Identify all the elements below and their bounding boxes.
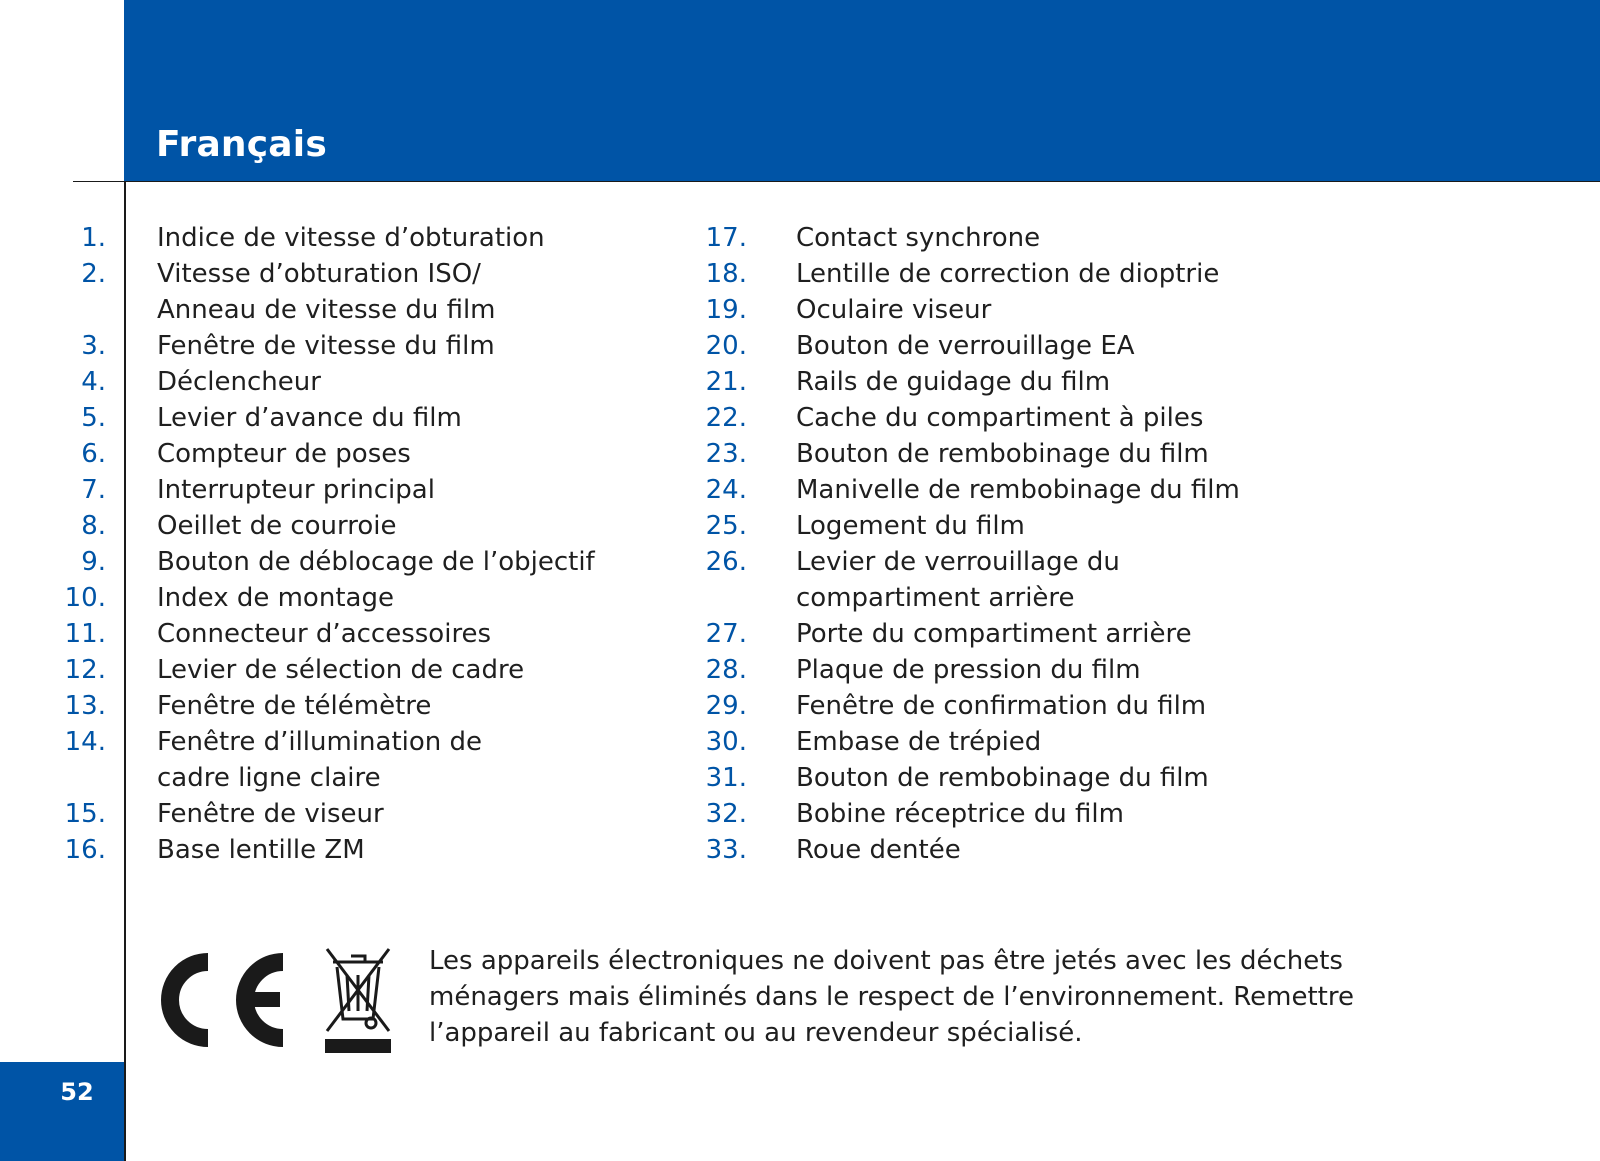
item-label-line: Connecteur d’accessoires	[157, 619, 492, 649]
item-label	[157, 328, 637, 364]
item-label	[796, 328, 1356, 364]
item-number: 10.	[64, 583, 106, 613]
item-label	[157, 688, 637, 724]
item-number: 14.	[64, 727, 106, 757]
item-label-line: Cache du compartiment à piles	[796, 403, 1204, 433]
item-label	[157, 580, 637, 616]
item-label	[796, 292, 1356, 328]
item-label	[796, 256, 1356, 292]
item-label	[157, 652, 637, 688]
item-label-line: compartiment arrière	[796, 583, 1075, 613]
item-label-line: Roue dentée	[796, 835, 961, 865]
item-label	[796, 544, 1356, 616]
item-number: 15.	[64, 799, 106, 829]
item-number: 23.	[705, 439, 747, 469]
item-number: 17.	[705, 223, 747, 253]
item-label-line: Levier de sélection de cadre	[157, 655, 525, 685]
disposal-note-line: l’appareil au fabricant ou au revendeur spécialisé.	[429, 1018, 1083, 1048]
item-label-line: Bouton de verrouillage EA	[796, 331, 1135, 361]
item-label	[796, 796, 1356, 832]
item-label	[157, 724, 637, 796]
item-label	[157, 256, 637, 328]
item-label	[796, 760, 1356, 796]
item-number: 27.	[705, 619, 747, 649]
item-number: 4.	[81, 367, 106, 397]
item-label-line: Logement du film	[796, 511, 1025, 541]
item-label-line: Fenêtre de confirmation du film	[796, 691, 1207, 721]
item-number: 11.	[64, 619, 106, 649]
item-number: 2.	[81, 259, 106, 289]
page-title: Français	[156, 124, 327, 165]
item-label-line: Anneau de vitesse du film	[157, 295, 496, 325]
item-number: 7.	[81, 475, 106, 505]
item-label	[157, 364, 637, 400]
item-number: 16.	[64, 835, 106, 865]
item-label	[157, 220, 637, 256]
crossed-bin-icon	[325, 947, 391, 1053]
item-label-line: Contact synchrone	[796, 223, 1041, 253]
disposal-note	[429, 943, 1354, 1051]
item-number: 18.	[705, 259, 747, 289]
item-label-line: Bouton de déblocage de l’objectif	[157, 547, 595, 577]
item-label-line: Manivelle de rembobinage du film	[796, 475, 1240, 505]
item-label	[796, 688, 1356, 724]
item-label-line: Fenêtre de vitesse du film	[157, 331, 495, 361]
item-number: 20.	[705, 331, 747, 361]
item-label-line: Vitesse d’obturation ISO/	[157, 259, 481, 289]
item-number: 25.	[705, 511, 747, 541]
item-label-line: Indice de vitesse d’obturation	[157, 223, 545, 253]
item-label-line: Embase de trépied	[796, 727, 1042, 757]
ce-mark-icon	[156, 952, 291, 1048]
item-label-line: Fenêtre de télémètre	[157, 691, 432, 721]
item-number: 22.	[705, 403, 747, 433]
item-number: 19.	[705, 295, 747, 325]
item-number: 5.	[81, 403, 106, 433]
item-number: 32.	[705, 799, 747, 829]
item-number: 28.	[705, 655, 747, 685]
item-label	[157, 508, 637, 544]
item-label	[157, 832, 637, 868]
item-label-line: Rails de guidage du film	[796, 367, 1111, 397]
item-label	[796, 508, 1356, 544]
item-label-line: Base lentille ZM	[157, 835, 365, 865]
vertical-rule	[124, 181, 126, 1161]
item-number: 30.	[705, 727, 747, 757]
item-label-line: Interrupteur principal	[157, 475, 435, 505]
item-label-line: Déclencheur	[157, 367, 321, 397]
item-label	[157, 472, 637, 508]
item-label-line: Plaque de pression du film	[796, 655, 1141, 685]
item-label	[796, 364, 1356, 400]
item-number: 1.	[81, 223, 106, 253]
item-number: 13.	[64, 691, 106, 721]
item-label-line: Oeillet de courroie	[157, 511, 397, 541]
item-number: 31.	[705, 763, 747, 793]
horizontal-rule	[73, 181, 1600, 182]
item-number: 12.	[64, 655, 106, 685]
item-label	[796, 832, 1356, 868]
item-label-line: Oculaire viseur	[796, 295, 992, 325]
item-label	[796, 220, 1356, 256]
item-number: 21.	[705, 367, 747, 397]
item-label	[157, 616, 637, 652]
item-label-line: Bouton de rembobinage du film	[796, 763, 1209, 793]
page-number: 52	[60, 1078, 94, 1106]
disposal-note-line: ménagers mais éliminés dans le respect de l’environnement. Remettre	[429, 982, 1354, 1012]
item-label	[796, 436, 1356, 472]
item-label	[796, 724, 1356, 760]
item-number: 9.	[81, 547, 106, 577]
item-label	[157, 796, 637, 832]
item-label	[157, 544, 637, 580]
item-label-line: Index de montage	[157, 583, 394, 613]
item-number: 29.	[705, 691, 747, 721]
item-label-line: Porte du compartiment arrière	[796, 619, 1192, 649]
item-number: 3.	[81, 331, 106, 361]
item-label	[157, 436, 637, 472]
item-label-line: cadre ligne claire	[157, 763, 381, 793]
item-number: 8.	[81, 511, 106, 541]
item-label-line: Compteur de poses	[157, 439, 411, 469]
item-number: 6.	[81, 439, 106, 469]
item-label-line: Levier de verrouillage du	[796, 547, 1120, 577]
item-label-line: Levier d’avance du film	[157, 403, 462, 433]
item-number: 33.	[705, 835, 747, 865]
item-label-line: Lentille de correction de dioptrie	[796, 259, 1220, 289]
item-label	[796, 472, 1356, 508]
item-label-line: Bobine réceptrice du film	[796, 799, 1124, 829]
item-label	[796, 400, 1356, 436]
item-number: 24.	[705, 475, 747, 505]
disposal-note-line: Les appareils électroniques ne doivent pas être jetés avec les déchets	[429, 946, 1343, 976]
item-label-line: Fenêtre d’illumination de	[157, 727, 483, 757]
header-band	[124, 0, 1600, 181]
item-number: 26.	[705, 547, 747, 577]
item-label	[796, 616, 1356, 652]
item-label	[157, 400, 637, 436]
item-label	[796, 652, 1356, 688]
page-number-tab	[0, 1062, 124, 1161]
item-label-line: Bouton de rembobinage du film	[796, 439, 1209, 469]
item-label-line: Fenêtre de viseur	[157, 799, 384, 829]
